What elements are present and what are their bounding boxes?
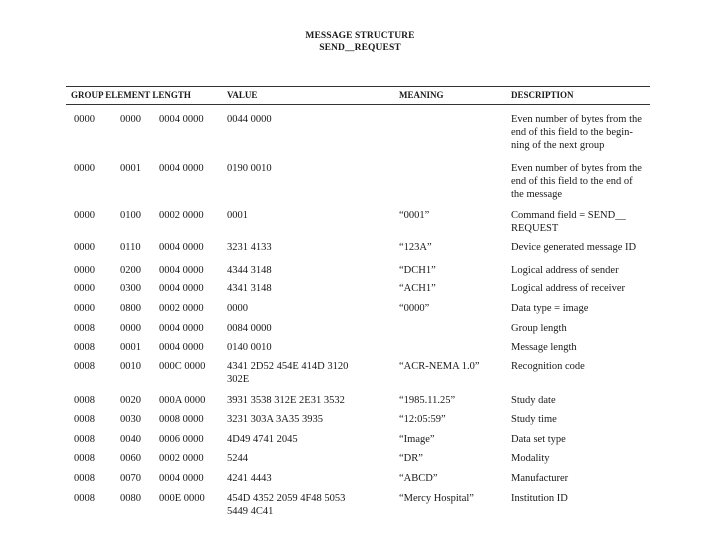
meaning-cell: “ABCD” — [399, 473, 438, 484]
element-cell: 0800 — [120, 303, 141, 314]
value-cell: 454D 4352 2059 4F48 5053 5449 4C41 — [227, 493, 346, 517]
description-cell: Recognition code — [511, 361, 585, 372]
description-cell: Modality — [511, 453, 550, 464]
value-cell: 0140 0010 — [227, 342, 272, 353]
description-cell: Command field = SEND__ REQUEST — [511, 210, 626, 234]
group-cell: 0000 — [74, 265, 95, 276]
description-cell: Institution ID — [511, 493, 568, 504]
group-cell: 0000 — [74, 242, 95, 253]
length-cell: 0002 0000 — [159, 303, 204, 314]
group-cell: 0008 — [74, 361, 95, 372]
length-cell: 0002 0000 — [159, 210, 204, 221]
element-cell: 0100 — [120, 210, 141, 221]
value-cell: 0044 0000 — [227, 114, 272, 125]
length-cell: 0004 0000 — [159, 323, 204, 334]
description-cell: Logical address of sender — [511, 265, 619, 276]
group-cell: 0000 — [74, 163, 95, 174]
element-cell: 0200 — [120, 265, 141, 276]
group-cell: 0008 — [74, 493, 95, 504]
length-cell: 0002 0000 — [159, 453, 204, 464]
value-cell: 4341 3148 — [227, 283, 272, 294]
description-cell: Logical address of receiver — [511, 283, 625, 294]
value-cell: 4D49 4741 2045 — [227, 434, 298, 445]
value-cell: 4341 2D52 454E 414D 3120 302E — [227, 361, 349, 385]
meaning-cell: “1985.11.25” — [399, 395, 456, 406]
element-cell: 0070 — [120, 473, 141, 484]
group-cell: 0008 — [74, 395, 95, 406]
description-cell: Device generated message ID — [511, 242, 637, 253]
description-cell: Study date — [511, 395, 556, 406]
element-cell: 0001 — [120, 163, 141, 174]
value-cell: 4344 3148 — [227, 265, 272, 276]
element-cell: 0110 — [120, 242, 141, 253]
length-cell: 0004 0000 — [159, 265, 204, 276]
length-cell: 000C 0000 — [159, 361, 206, 372]
description-cell: Data set type — [511, 434, 566, 445]
meaning-cell: “ACR-NEMA 1.0” — [399, 361, 480, 372]
group-cell: 0008 — [74, 434, 95, 445]
header-description: DESCRIPTION — [511, 90, 574, 100]
value-cell: 3231 303A 3A35 3935 — [227, 414, 323, 425]
value-cell: 0190 0010 — [227, 163, 272, 174]
description-cell: Even number of bytes from the end of this field to the begin- ning of the next group — [511, 114, 642, 151]
meaning-cell: “Image” — [399, 434, 435, 445]
group-cell: 0008 — [74, 453, 95, 464]
element-cell: 0001 — [120, 342, 141, 353]
meaning-cell: “123A” — [399, 242, 432, 253]
group-cell: 0008 — [74, 342, 95, 353]
value-cell: 3931 3538 312E 2E31 3532 — [227, 395, 345, 406]
length-cell: 0004 0000 — [159, 163, 204, 174]
length-cell: 0004 0000 — [159, 242, 204, 253]
element-cell: 0000 — [120, 323, 141, 334]
group-cell: 0000 — [74, 114, 95, 125]
group-cell: 0008 — [74, 473, 95, 484]
value-cell: 0000 — [227, 303, 248, 314]
page-subtitle: SEND__REQUEST — [319, 43, 401, 53]
header-bottom-rule — [66, 104, 650, 105]
description-cell: Manufacturer — [511, 473, 569, 484]
length-cell: 0004 0000 — [159, 283, 204, 294]
element-cell: 0030 — [120, 414, 141, 425]
element-cell: 0060 — [120, 453, 141, 464]
element-cell: 0000 — [120, 114, 141, 125]
value-cell: 3231 4133 — [227, 242, 272, 253]
length-cell: 0004 0000 — [159, 114, 204, 125]
value-cell: 4241 4443 — [227, 473, 272, 484]
description-cell: Study time — [511, 414, 557, 425]
element-cell: 0010 — [120, 361, 141, 372]
group-cell: 0008 — [74, 323, 95, 334]
meaning-cell: “0001” — [399, 210, 430, 221]
description-cell: Data type = image — [511, 303, 589, 314]
value-cell: 5244 — [227, 453, 248, 464]
element-cell: 0300 — [120, 283, 141, 294]
element-cell: 0080 — [120, 493, 141, 504]
length-cell: 0008 0000 — [159, 414, 204, 425]
description-cell: Even number of bytes from the end of this field to the end of the message — [511, 163, 642, 200]
header-value: VALUE — [227, 90, 258, 100]
header-group-element-length: GROUP ELEMENT LENGTH — [71, 90, 191, 100]
meaning-cell: “DCH1” — [399, 265, 436, 276]
page-title: MESSAGE STRUCTURE — [305, 31, 415, 41]
header-meaning: MEANING — [399, 90, 444, 100]
meaning-cell: “ACH1” — [399, 283, 436, 294]
length-cell: 000A 0000 — [159, 395, 206, 406]
length-cell: 0004 0000 — [159, 342, 204, 353]
value-cell: 0084 0000 — [227, 323, 272, 334]
value-cell: 0001 — [227, 210, 248, 221]
element-cell: 0020 — [120, 395, 141, 406]
description-cell: Group length — [511, 323, 567, 334]
length-cell: 0006 0000 — [159, 434, 204, 445]
description-cell: Message length — [511, 342, 577, 353]
length-cell: 0004 0000 — [159, 473, 204, 484]
meaning-cell: “12:05:59” — [399, 414, 446, 425]
meaning-cell: “Mercy Hospital” — [399, 493, 474, 504]
length-cell: 000E 0000 — [159, 493, 205, 504]
meaning-cell: “0000” — [399, 303, 430, 314]
group-cell: 0000 — [74, 303, 95, 314]
group-cell: 0000 — [74, 283, 95, 294]
element-cell: 0040 — [120, 434, 141, 445]
meaning-cell: “DR” — [399, 453, 423, 464]
group-cell: 0008 — [74, 414, 95, 425]
header-top-rule — [66, 86, 650, 87]
group-cell: 0000 — [74, 210, 95, 221]
